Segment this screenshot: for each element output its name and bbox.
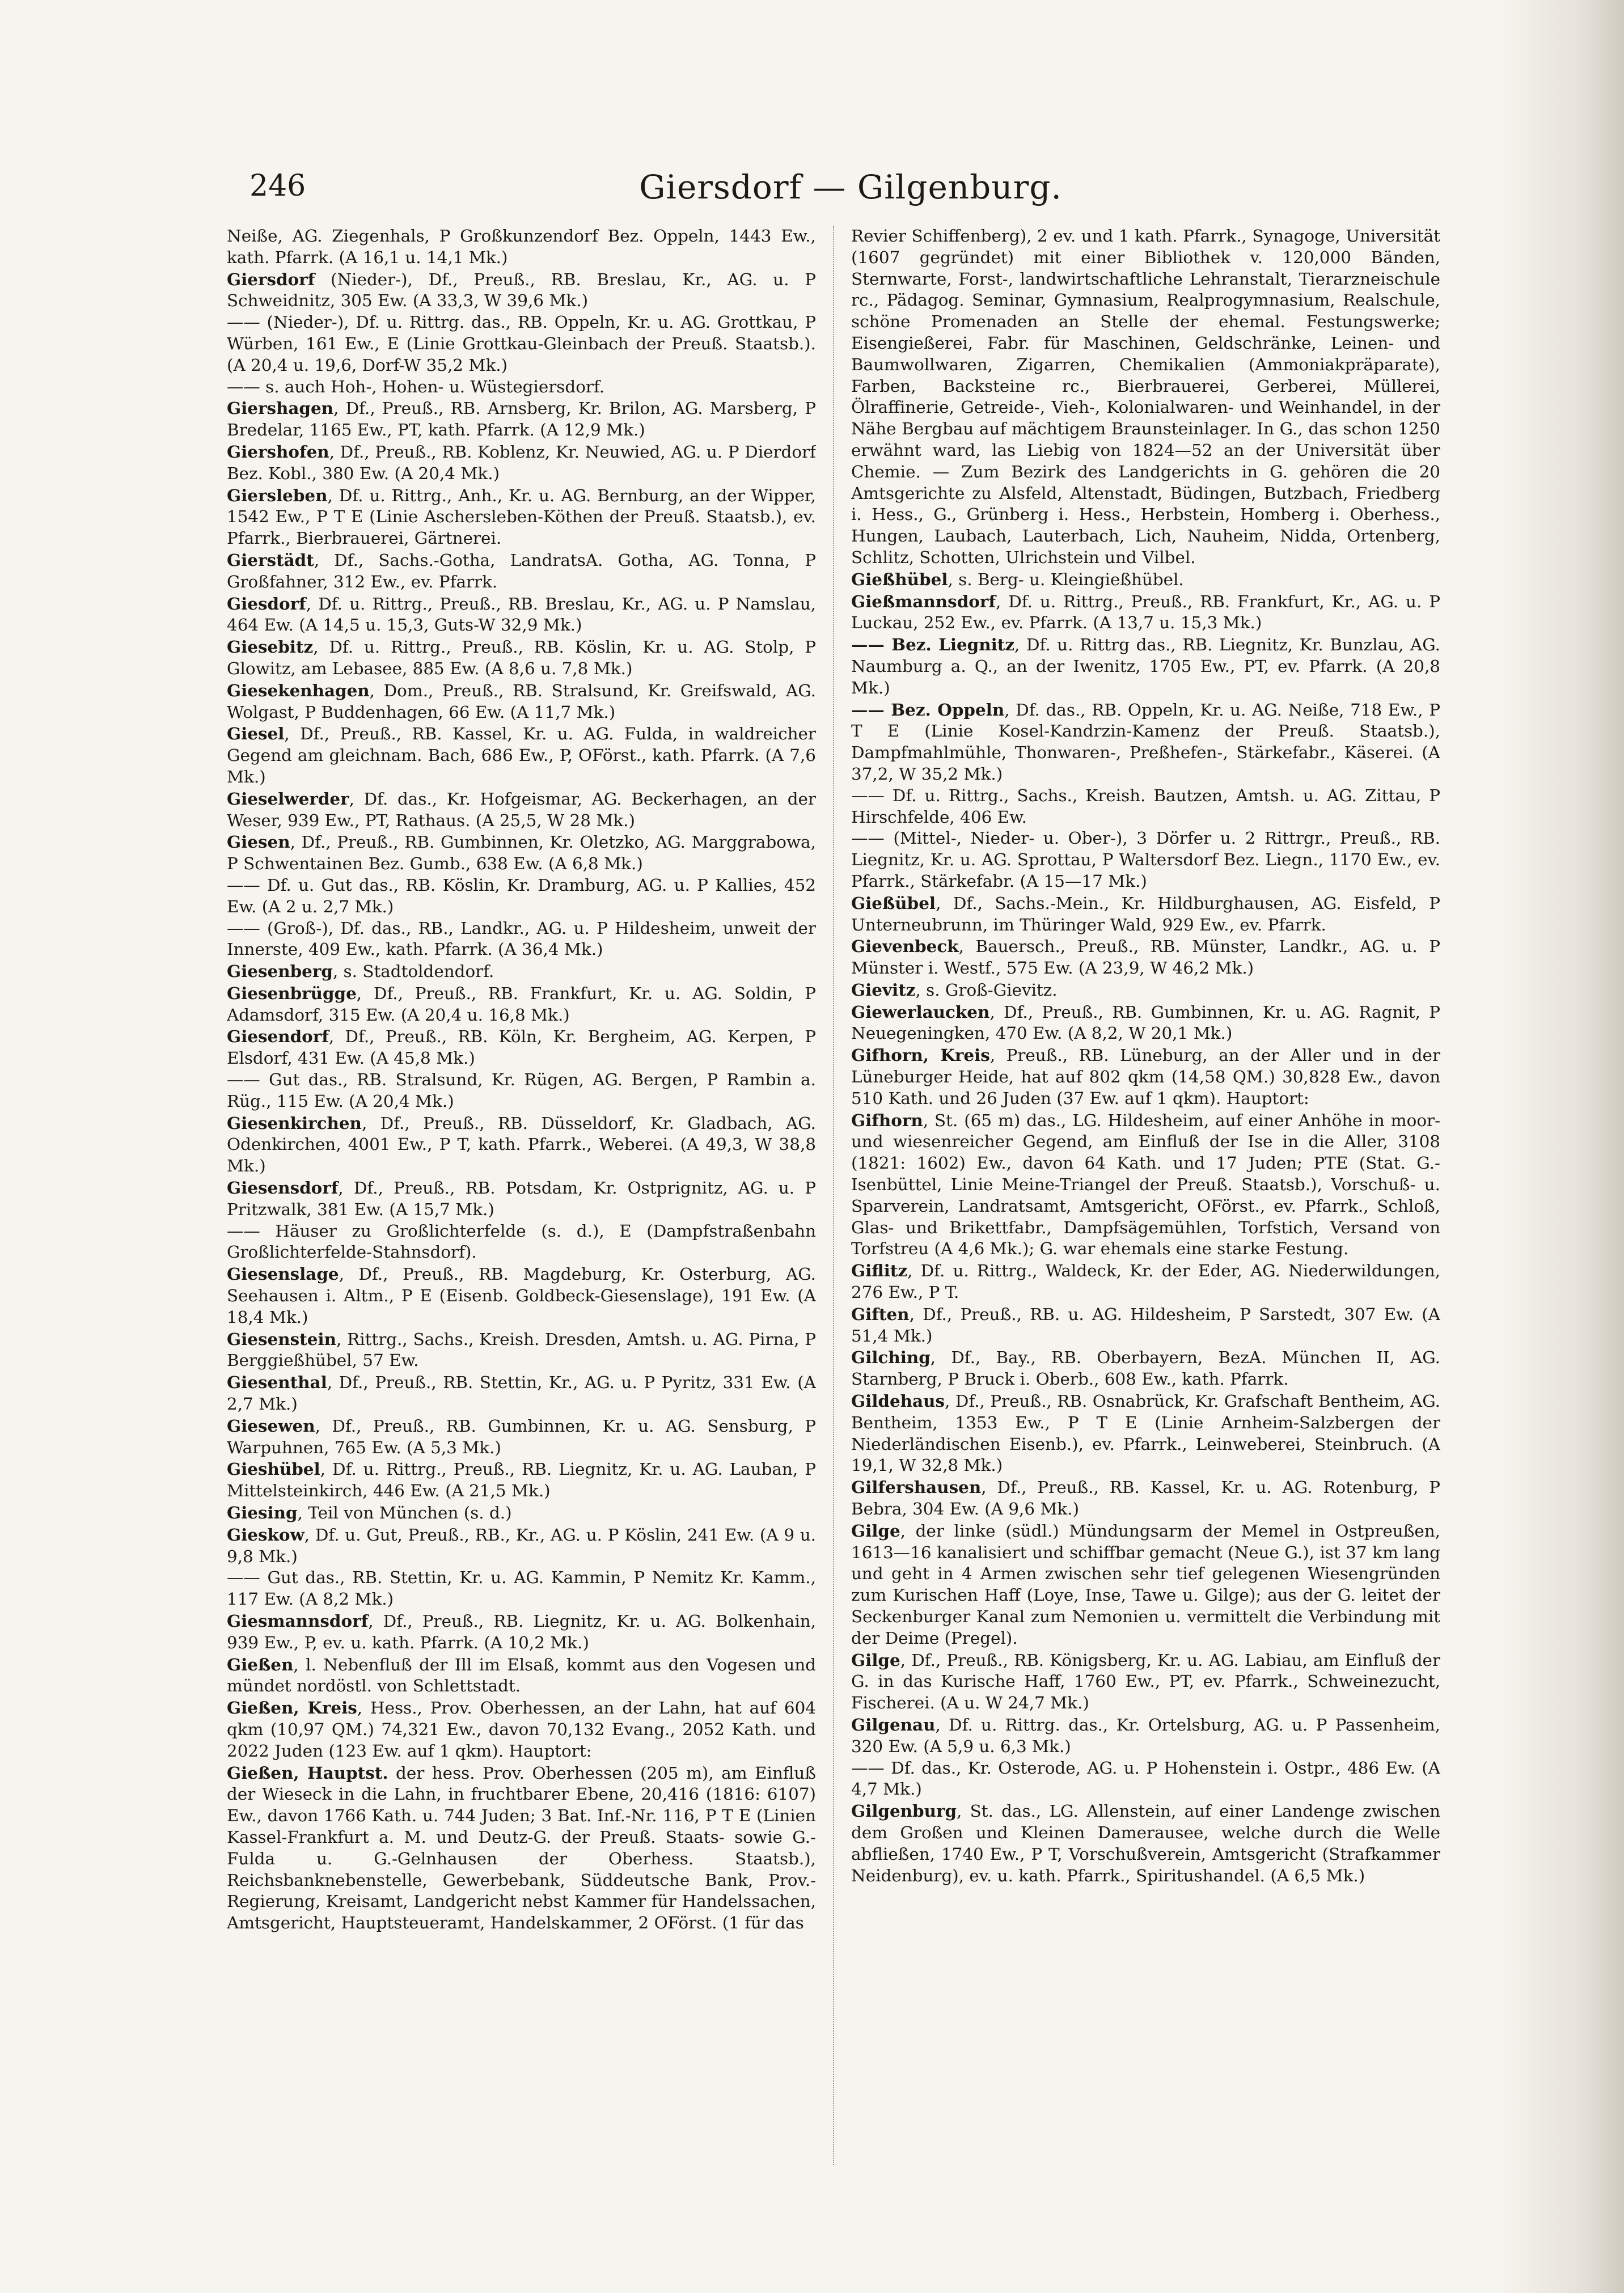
gazetteer-entry [851,1758,1440,1801]
entry-text: , Df., Preuß., RB. Osnabrück, Kr. Grafschaft Bentheim, AG. Bentheim, 1353 Ew., P T E (Linie Arnheim-Salzbergen der Niederländischen Eisenb.), ev. Pfarrk., Leinweberei, Steinbruch. (A 19,1, W 32,8 Mk.) [851,1391,1440,1475]
entry-headword: Giflitz [851,1260,908,1281]
entry-text: —— Häuser zu Großlichterfelde (s. d.), E (Dampfstraßenbahn Großlichterfelde-Stahnsdorf). [227,1221,816,1262]
entry-headword: Giesewen [227,1415,315,1436]
page-edge-shadow [1499,0,1624,2293]
entry-headword: Giesel [227,724,285,744]
entry-text: , Bauersch., Preuß., RB. Münster, Landkr., AG. u. P Münster i. Westf., 575 Ew. (A 23,9, W 46,2 Mk.) [851,937,1440,978]
entry-text: , Df. u. Rittrg., Waldeck, Kr. der Eder, AG. Niederwildungen, 276 Ew., P T. [851,1261,1440,1302]
gazetteer-entry [227,549,816,593]
left-column [227,226,816,2165]
gazetteer-entry [227,1329,816,1372]
gazetteer-entry [227,831,816,875]
gazetteer-entry [227,269,816,312]
entry-text: , s. Stadtoldendorf. [332,962,494,981]
entry-text: , Df., Preuß., RB. Stettin, Kr., AG. u. P Pyritz, 331 Ew. (A 2,7 Mk.) [227,1373,816,1414]
gazetteer-entry [851,892,1440,936]
entry-text: , Df., Preuß., RB. Köln, Kr. Bergheim, AG. Kerpen, P Elsdorf, 431 Ew. (A 45,8 Mk.) [227,1027,816,1068]
entry-headword: Giersdorf [227,269,315,289]
gazetteer-entry [851,226,1440,569]
entry-text: , Df. u. Rittrg., Preuß., RB. Frankfurt, Kr., AG. u. P Luckau, 252 Ew., ev. Pfarrk. (A 13,7 u. 15,3 Mk.) [851,591,1440,633]
gazetteer-entry [851,1520,1440,1649]
gazetteer-entry [851,1800,1440,1886]
entry-headword: —— Bez. Oppeln [851,699,1005,720]
entry-headword: Giesing [227,1503,298,1523]
entry-headword: Giersleben [227,485,328,505]
gazetteer-entry [227,961,816,983]
gazetteer-entry [227,1610,816,1654]
gazetteer-entry [851,1304,1440,1347]
entry-headword: Gifhorn [851,1110,923,1130]
gazetteer-entry [851,1347,1440,1390]
gazetteer-entry [851,1649,1440,1714]
gazetteer-entry [851,1390,1440,1477]
entry-headword: Gieskow [227,1524,304,1545]
gazetteer-entry [227,1524,816,1568]
entry-text: , Df. u. Rittrg. das., Kr. Ortelsburg, AG. u. P Passenheim, 320 Ew. (A 5,9 u. 6,3 Mk.) [851,1715,1440,1756]
entry-headword: Gießhübel [851,569,948,589]
entry-text: , Df., Preuß., RB. Potsdam, Kr. Ostprignitz, AG. u. P Pritzwalk, 381 Ew. (A 15,7 Mk.) [227,1178,816,1219]
entry-text: , Hess., Prov. Oberhessen, an der Lahn, hat auf 604 qkm (10,97 QM.) 74,321 Ew., davon 70,132 Evang., 2052 Kath. und 2022 Juden (123 Ew. auf 1 qkm). Hauptort: [227,1698,816,1761]
entry-text: , Df. u. Rittrg., Preuß., RB. Köslin, Kr. u. AG. Stolp, P Glowitz, am Lebasee, 885 Ew. (A 8,6 u. 7,8 Mk.) [227,637,816,678]
entry-text: , Df. u. Rittrg., Preuß., RB. Breslau, Kr., AG. u. P Namslau, 464 Ew. (A 14,5 u. 15,3, Guts-W 32,9 Mk.) [227,594,816,635]
gazetteer-entry [227,1762,816,1934]
gazetteer-entry [227,397,816,441]
entry-text: Neiße, AG. Ziegenhals, P Großkunzendorf Bez. Oppeln, 1443 Ew., kath. Pfarrk. (A 16,1 u. 14,1 Mk.) [227,226,816,267]
entry-headword: Giesmannsdorf [227,1611,369,1631]
gazetteer-entry [227,1221,816,1264]
gazetteer-entry [227,636,816,680]
entry-headword: Giesensdorf [227,1178,339,1198]
gazetteer-entry [227,788,816,832]
entry-text: , Df., Preuß., RB. Königsberg, Kr. u. AG. Labiau, am Einfluß der G. in das Kurische Haff, 1760 Ew., PT, ev. Pfarrk., Schweinezucht, Fischerei. (A u. W 24,7 Mk.) [851,1650,1440,1713]
entry-text: , Df., Sachs.-Gotha, LandratsA. Gotha, AG. Tonna, P Großfahner, 312 Ew., ev. Pfarrk. [227,550,816,591]
entry-headword: Gilfershausen [851,1477,982,1497]
entry-text: , Df., Preuß., RB. Gumbinnen, Kr. u. AG. Sensburg, P Warpuhnen, 765 Ew. (A 5,3 Mk.) [227,1416,816,1457]
gazetteer-entry [227,1112,816,1177]
gazetteer-entry [227,485,816,549]
gazetteer-entry [851,634,1440,699]
gazetteer-entry [851,1001,1440,1045]
entry-headword: Gießen [227,1654,294,1674]
entry-text: , Df. u. Gut, Preuß., RB., Kr., AG. u. P Köslin, 241 Ew. (A 9 u. 9,8 Mk.) [227,1525,816,1566]
gazetteer-entry [851,1044,1440,1109]
gazetteer-entry [851,569,1440,591]
entry-text: —— Gut das., RB. Stralsund, Kr. Rügen, AG. Bergen, P Rambin a. Rüg., 115 Ew. (A 20,4 Mk.) [227,1070,816,1111]
entry-text: , der linke (südl.) Mündungsarm der Memel in Ostpreußen, 1613—16 kanalisiert und schiffbar gemacht (Neue G.), ist 37 km lang und geht in 4 Armen zwischen sehr tief gelegenen Wiesengründen zum Kurischen Haff (Loye, Inse, Tawe u. Gilge); aus der G. leitet der Seckenburger Kanal zum Nemonien u. vermittelt die Verbindung mit der Deime (Pregel). [851,1521,1440,1648]
entry-text: , Df., Preuß., RB. Liegnitz, Kr. u. AG. Bolkenhain, 939 Ew., P, ev. u. kath. Pfarrk. (A 10,2 Mk.) [227,1611,816,1652]
page-number: 246 [249,169,306,203]
entry-text: —— (Nieder-), Df. u. Rittrg. das., RB. Oppeln, Kr. u. AG. Grottkau, P Würben, 161 Ew., E (Linie Grottkau-Gleinbach der Preuß. Staatsb.). (A 20,4 u. 19,6, Dorf-W 35,2 Mk.) [227,312,816,375]
entry-headword: Gilching [851,1347,931,1368]
gazetteer-entry [851,699,1440,785]
entry-text: , Dom., Preuß., RB. Stralsund, Kr. Greifswald, AG. Wolgast, P Buddenhagen, 66 Ew. (A 11,7 Mk.) [227,680,816,722]
entry-headword: Gilgenau [851,1714,936,1734]
gazetteer-entry [227,593,816,637]
entry-text: , Df. u. Rittrg., Anh., Kr. u. AG. Bernburg, an der Wipper, 1542 Ew., P T E (Linie Aschersleben-Köthen der Preuß. Staatsb.), ev. Pfarrk., Bierbrauerei, Gärtnerei. [227,485,816,548]
gazetteer-entry [227,226,816,269]
entry-headword: Giften [851,1304,910,1324]
entry-text: , Df., Preuß., RB. Düsseldorf, Kr. Gladbach, AG. Odenkirchen, 4001 Ew., P T, kath. Pfarrk., Weberei. (A 49,3, W 38,8 Mk.) [227,1113,816,1176]
entry-headword: Gievitz [851,979,916,1000]
entry-headword: Gießübel [851,892,936,913]
entry-text: , Df., Preuß., RB. Frankfurt, Kr. u. AG. Soldin, P Adamsdorf, 315 Ew. (A 20,4 u. 16,8 Mk.) [227,983,816,1025]
entry-headword: Gilge [851,1520,900,1541]
gazetteer-entry [227,441,816,485]
entry-text: , Teil von München (s. d.) [297,1503,512,1523]
entry-text: , Df., Bay., RB. Oberbayern, BezA. München II, AG. Starnberg, P Bruck i. Oberb., 608 Ew., kath. Pfarrk. [851,1348,1440,1389]
gazetteer-entry [851,591,1440,634]
gazetteer-entry [227,875,816,918]
entry-text: —— Df. u. Rittrg., Sachs., Kreish. Bautzen, Amtsh. u. AG. Zittau, P Hirschfelde, 406 Ew. [851,785,1440,827]
entry-headword: Gildehaus [851,1391,945,1411]
entry-text: —— (Groß-), Df. das., RB., Landkr., AG. u. P Hildesheim, unweit der Innerste, 409 Ew., kath. Pfarrk. (A 36,4 Mk.) [227,918,816,959]
right-column [851,226,1440,2165]
gazetteer-entry [227,376,816,398]
entry-text: , Df., Preuß., RB. Koblenz, Kr. Neuwied, AG. u. P Dierdorf Bez. Kobl., 380 Ew. (A 20,4 Mk.) [227,442,816,483]
entry-text: , Df., Preuß., RB. Kassel, Kr. u. AG. Fulda, in waldreicher Gegend am gleichnam. Bach, 686 Ew., P, OFörst., kath. Pfarrk. (A 7,6 Mk.) [227,724,816,786]
entry-headword: Giesendorf [227,1026,329,1047]
gazetteer-entry [227,1177,816,1221]
entry-text: , Df. das., RB. Oppeln, Kr. u. AG. Neiße, 718 Ew., P T E (Linie Kosel-Kandrzin-Kamenz der Preuß. Staatsb.), Dampfmahlmühle, Thonwaren-, Preßhefen-, Stärkefabr., Käserei. (A 37,2, W 35,2 Mk.) [851,700,1440,784]
entry-text: (Nieder-), Df., Preuß., RB. Breslau, Kr., AG. u. P Schweidnitz, 305 Ew. (A 33,3, W 39,6 Mk.) [227,269,816,311]
gazetteer-entry [227,1654,816,1698]
entry-headword: Gießen, Kreis [227,1698,357,1718]
entry-headword: Giesen [227,832,290,852]
two-column-body [227,226,1440,2165]
column-divider [833,226,834,2165]
gazetteer-entry [851,828,1440,892]
entry-text: —— s. auch Hoh-, Hohen- u. Wüstegiersdorf. [227,376,605,396]
entry-headword: Gieshübel [227,1459,320,1479]
entry-text: , Df., Preuß., RB. Arnsberg, Kr. Brilon, AG. Marsberg, P Bredelar, 1165 Ew., PT, kath. Pfarrk. (A 12,9 Mk.) [227,399,816,440]
entry-text: , Df., Preuß., RB. Kassel, Kr. u. AG. Rotenburg, P Bebra, 304 Ew. (A 9,6 Mk.) [851,1478,1440,1519]
entry-text: —— Df. u. Gut das., RB. Köslin, Kr. Dramburg, AG. u. P Kallies, 452 Ew. (A 2 u. 2,7 Mk.) [227,875,816,916]
entry-text: , Df., Preuß., RB. u. AG. Hildesheim, P Sarstedt, 307 Ew. (A 51,4 Mk.) [851,1304,1440,1346]
entry-text: , Df. das., Kr. Hofgeismar, AG. Beckerhagen, an der Weser, 939 Ew., PT, Rathaus. (A 25,5, W 28 Mk.) [227,789,816,830]
entry-headword: Gievenbeck [851,936,959,957]
entry-text: , St. (65 m) das., LG. Hildesheim, auf einer Anhöhe in moor- und wiesenreicher Gegend, am Einfluß der Ise in die Aller, 3108 (1821: 1602) Ew., davon 64 Kath. und 17 Juden; PTE (Stat. G.-Isenbüttel, Linie Meine-Triangel der Preuß. Staatsb.), Vorschuß- u. Sparverein, Landratsamt, Amtsgericht, OFörst., ev. Pfarrk., Schloß, Glas- und Brikettfabr., Dampfsägemühlen, Torfstich, Versand von Torfstreu (A 4,6 Mk.); G. war ehemals eine starke Festung. [851,1110,1440,1259]
entry-headword: Gilge [851,1649,900,1670]
gazetteer-entry [227,918,816,961]
running-head: Giersdorf — Gilgenburg. [639,168,1062,206]
gazetteer-entry [851,1260,1440,1304]
gazetteer-entry [227,723,816,788]
gazetteer-entry [851,1714,1440,1758]
entry-text: , s. Groß-Gievitz. [915,980,1058,1000]
entry-headword: Gieselwerder [227,788,349,809]
entry-headword: Giesenberg [227,961,333,981]
entry-text: , Preuß., RB. Lüneburg, an der Aller und in der Lüneburger Heide, hat auf 802 qkm (14,58 QM.) 30,828 Ew., davon 510 Kath. und 26 Juden (37 Ew. auf 1 qkm). Hauptort: [851,1046,1440,1108]
gazetteer-entry [851,1110,1440,1260]
entry-headword: Gilgenburg [851,1801,957,1821]
gazetteer-entry [227,680,816,724]
entry-headword: Giesenslage [227,1264,339,1284]
entry-text: Revier Schiffenberg), 2 ev. und 1 kath. Pfarrk., Synagoge, Universität (1607 gegründet) mit einer Bibliothek v. 120,000 Bänden, Sternwarte, Forst-, landwirtschaftliche Lehranstalt, Tierarzneischule rc., Pädagog. Seminar, Gymnasium, Realprogymnasium, Realschule, schöne Promenaden an Stelle der ehemal. Festungswerke; Eisengießerei, Fabr. für Maschinen, Geldschränke, Leinen- und Baumwollwaren, Zigarren, Chemikalien (Ammoniakpräparate), Farben, Backsteine rc., Bierbrauerei, Gerberei, Müllerei, Ölraffinerie, Getreide-, Vieh-, Kolonialwaren- und Weinhandel, in der Nähe Bergbau auf mächtigem Braunsteinlager. In G., das schon 1250 erwähnt ward, las Liebig von 1824—52 an der Universität über Chemie. — Zum Bezirk des Landgerichts in G. gehören die 20 Amtsgerichte zu Alsfeld, Altenstadt, Büdingen, Butzbach, Friedberg i. Hess., G., Grünberg i. Hess., Herbstein, Homberg i. Oberhess., Hungen, Laubach, Lauterbach, Lich, Nauheim, Nidda, Ortenberg, Schlitz, Schotten, Ulrichstein und Vilbel. [851,226,1440,567]
entry-text: , Df., Preuß., RB. Gumbinnen, Kr. Oletzko, AG. Marggrabowa, P Schwentainen Bez. Gumb., 638 Ew. (A 6,8 Mk.) [227,832,816,874]
entry-headword: Giesekenhagen [227,680,370,700]
entry-text: , Df., Sachs.-Mein., Kr. Hildburghausen, AG. Eisfeld, P Unterneubrunn, im Thüringer Wald, 929 Ew., ev. Pfarrk. [851,893,1440,934]
entry-text: , Df., Preuß., RB. Magdeburg, Kr. Osterburg, AG. Seehausen i. Altm., P E (Eisenb. Goldbeck-Giesenslage), 191 Ew. (A 18,4 Mk.) [227,1264,816,1327]
gazetteer-entry [227,1026,816,1069]
gazetteer-entry [851,1477,1440,1520]
gazetteer-entry [227,1567,816,1610]
entry-headword: Giesenbrügge [227,983,357,1003]
gazetteer-entry [227,1415,816,1459]
gazetteer-entry [851,936,1440,979]
gazetteer-entry [851,979,1440,1001]
entry-headword: Giesebitz [227,637,314,657]
entry-headword: Gierstädt [227,549,314,570]
entry-headword: Giershofen [227,441,329,462]
entry-headword: Giershagen [227,398,334,418]
gazetteer-entry [851,785,1440,828]
entry-text: , l. Nebenfluß der Ill im Elsaß, kommt aus den Vogesen und mündet nordöstl. von Schlettstadt. [227,1655,816,1696]
entry-headword: —— Bez. Liegnitz [851,634,1015,655]
entry-text: der hess. Prov. Oberhessen (205 m), am Einfluß der Wieseck in die Lahn, in fruchtbarer Ebene, 20,416 (1816: 6107) Ew., davon 1766 Kath. u. 744 Juden; 3 Bat. Inf.-Nr. 116, P T E (Linien Kassel-Frankfurt a. M. und Deutz-G. der Preuß. Staats- sowie G.-Fulda u. G.-Gelnhausen der Oberhess. Staatsb.), Reichsbanknebenstelle, Gewerbebank, Süddeutsche Bank, Prov.-Regierung, Kreisamt, Landgericht nebst Kammer für Handelssachen, Amtsgericht, Hauptsteueramt, Handelskammer, 2 OFörst. (1 für das [227,1763,816,1933]
gazetteer-entry [227,1372,816,1415]
entry-text: —— (Mittel-, Nieder- u. Ober-), 3 Dörfer u. 2 Rittrgr., Preuß., RB. Liegnitz, Kr. u. AG. Sprottau, P Waltersdorf Bez. Liegn., 1170 Ew., ev. Pfarrk., Stärkefabr. (A 15—17 Mk.) [851,828,1440,891]
entry-text: , St. das., LG. Allenstein, auf einer Landenge zwischen dem Großen und Kleinen Damerausee, welche durch die Welle abfließen, 1740 Ew., P T, Vorschußverein, Amtsgericht (Strafkammer Neidenburg), ev. u. kath. Pfarrk., Spiritushandel. (A 6,5 Mk.) [851,1801,1440,1885]
gazetteer-entry [227,1069,816,1112]
entry-headword: Gifhorn, Kreis [851,1045,990,1065]
entry-text: , Df. u. Rittrg das., RB. Liegnitz, Kr. Bunzlau, AG. Naumburg a. Q., an der Iwenitz, 1705 Ew., PT, ev. Pfarrk. (A 20,8 Mk.) [851,635,1440,697]
entry-text: , Rittrg., Sachs., Kreish. Dresden, Amtsh. u. AG. Pirna, P Berggießhübel, 57 Ew. [227,1329,816,1370]
entry-text: , s. Berg- u. Kleingießhübel. [948,569,1184,589]
entry-headword: Giesdorf [227,593,306,614]
gazetteer-entry [227,983,816,1026]
entry-headword: Giewerlaucken [851,1001,990,1022]
entry-text: , Df., Preuß., RB. Gumbinnen, Kr. u. AG. Ragnit, P Neuegeningken, 470 Ew. (A 8,2, W 20,1 Mk.) [851,1002,1440,1043]
entry-text: —— Gut das., RB. Stettin, Kr. u. AG. Kammin, P Nemitz Kr. Kamm., 117 Ew. (A 8,2 Mk.) [227,1568,816,1609]
entry-headword: Giesenstein [227,1329,336,1349]
entry-headword: Gießmannsdorf [851,591,996,611]
entry-text: —— Df. das., Kr. Osterode, AG. u. P Hohenstein i. Ostpr., 486 Ew. (A 4,7 Mk.) [851,1758,1440,1799]
gazetteer-entry [227,1458,816,1502]
entry-headword: Giesenthal [227,1372,327,1393]
gazetteer-entry [227,1697,816,1762]
entry-text: , Df. u. Rittrg., Preuß., RB. Liegnitz, Kr. u. AG. Lauban, P Mittelsteinkirch, 446 Ew. (A 21,5 Mk.) [227,1459,816,1501]
entry-headword: Giesenkirchen [227,1112,362,1133]
entry-headword: Gießen, Hauptst. [227,1762,388,1783]
gazetteer-entry [227,312,816,376]
gazetteer-entry [227,1263,816,1328]
gazetteer-entry [227,1502,816,1524]
